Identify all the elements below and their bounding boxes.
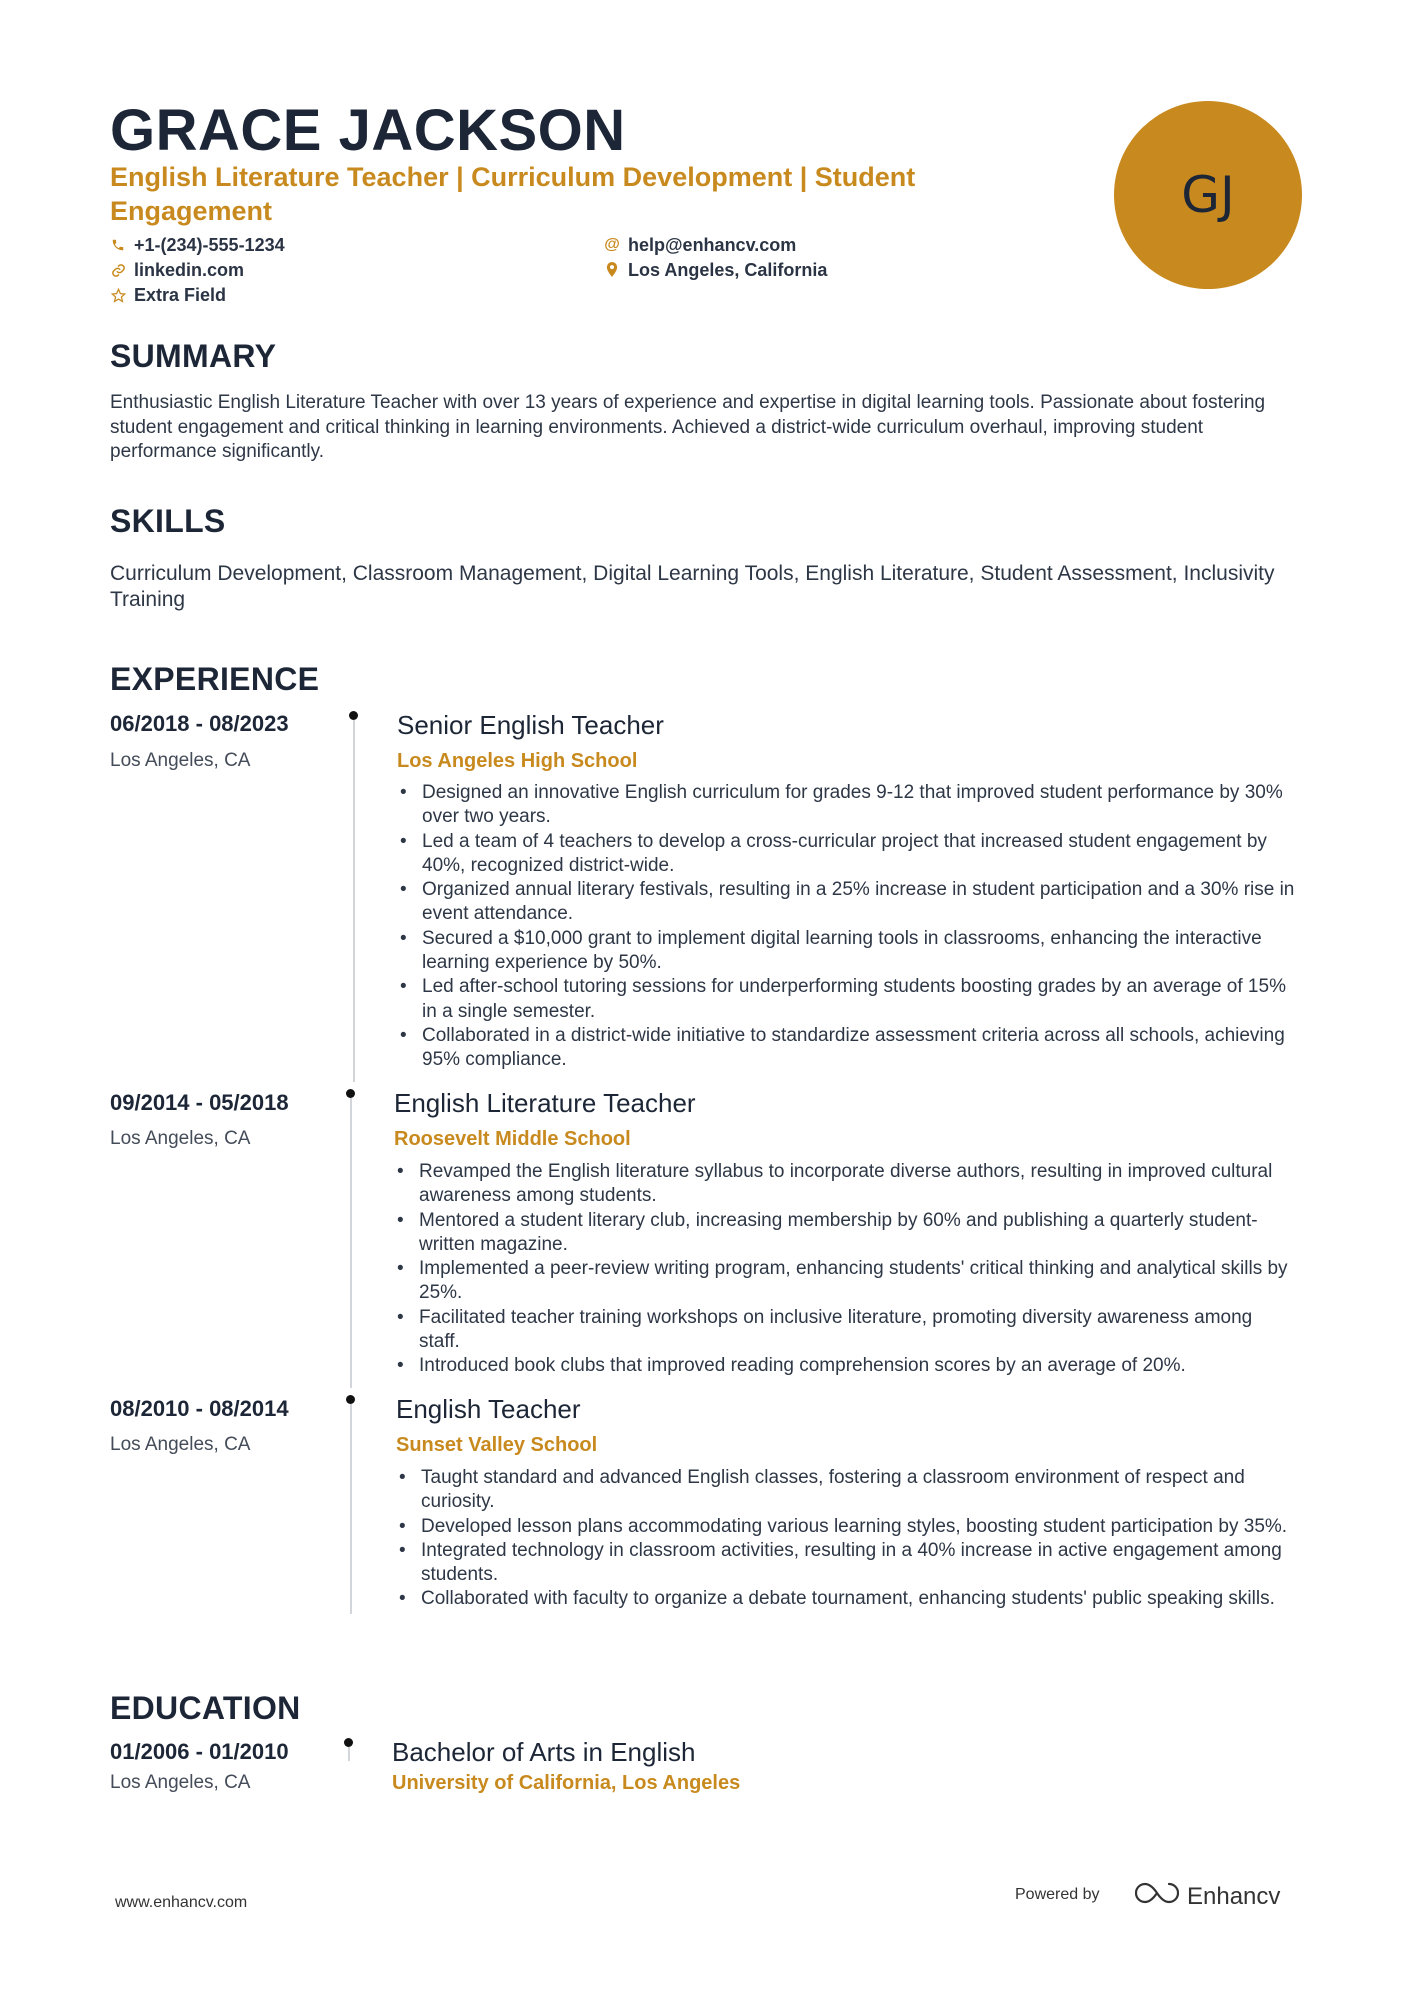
experience-heading: EXPERIENCE (110, 661, 320, 697)
timeline-dot (349, 711, 358, 720)
extra-text: Extra Field (134, 285, 227, 305)
timeline-dot (346, 1089, 355, 1098)
location-text: Los Angeles, California (628, 260, 828, 280)
job-date: 08/2010 - 08/2014 (110, 1396, 289, 1421)
link-icon (110, 262, 126, 278)
list-item: • Implemented a peer-review writing program, enhancing students' critical thinking and analytical skills by 25%. (394, 1257, 1294, 1306)
job-date: 06/2018 - 08/2023 (110, 711, 289, 736)
list-item: • Integrated technology in classroom activities, resulting in a 40% increase in active engagement among students. (396, 1539, 1296, 1588)
summary-heading: SUMMARY (110, 338, 277, 374)
list-item: • Collaborated with faculty to organize a debate tournament, enhancing students' public speaking skills. (396, 1587, 1296, 1611)
skills-text: Curriculum Development, Classroom Management, Digital Learning Tools, English Literature, Student Assessment, Inclusivity Training (110, 562, 1275, 611)
timeline-line (348, 1747, 350, 1761)
phone-text: +1-(234)-555-1234 (134, 235, 285, 255)
summary-text: Enthusiastic English Literature Teacher with over 13 years of experience and expertise in digital learning tools. Passionate about fostering student engagement and critical thinking in learning environments. Achieved a district-wide curriculum overhaul, improving student performance significantly. (110, 392, 1266, 462)
job-role: English Literature Teacher (394, 1088, 696, 1118)
timeline-line (353, 720, 355, 1082)
location-pin-icon (604, 262, 620, 278)
list-item: • Revamped the English literature syllabus to incorporate diverse authors, resulting in improved cultural awareness among students. (394, 1160, 1294, 1209)
list-item: • Led a team of 4 teachers to develop a cross-curricular project that increased student engagement by 40%, recognized district-wide. (397, 830, 1297, 879)
list-item: • Designed an innovative English curriculum for grades 9-12 that improved student performance by 30% over two years. (397, 781, 1297, 830)
list-item: • Introduced book clubs that improved reading comprehension scores by an average of 20%. (394, 1354, 1294, 1378)
list-item: • Developed lesson plans accommodating various learning styles, boosting student participation by 35%. (396, 1515, 1296, 1539)
timeline-line (350, 1098, 352, 1388)
star-icon (110, 287, 126, 303)
contact-email[interactable] (604, 234, 796, 256)
contact-phone (110, 234, 285, 256)
education-degree: Bachelor of Arts in English (392, 1737, 696, 1767)
brand-name: Enhancv (1187, 1882, 1281, 1910)
timeline-line (350, 1404, 352, 1614)
list-item: • Organized annual literary festivals, resulting in a 25% increase in student participation and a 30% rise in event attendance. (397, 878, 1297, 927)
job-location: Los Angeles, CA (110, 1128, 251, 1149)
job-role: English Teacher (396, 1394, 581, 1424)
job-location: Los Angeles, CA (110, 750, 251, 771)
infinity-logo-icon (1135, 1880, 1179, 1913)
job-bullets (394, 1160, 1294, 1379)
job-date: 09/2014 - 05/2018 (110, 1090, 289, 1115)
footer-website[interactable]: www.enhancv.com (115, 1894, 248, 1911)
timeline-dot (344, 1738, 353, 1747)
list-item: • Facilitated teacher training workshops on inclusive literature, promoting diversity awareness among staff. (394, 1306, 1294, 1355)
list-item: • Collaborated in a district-wide initiative to standardize assessment criteria across all schools, achieving 95% compliance. (397, 1024, 1297, 1073)
education-location: Los Angeles, CA (110, 1772, 251, 1793)
contact-extra (110, 284, 226, 306)
email-text: help@enhancv.com (628, 235, 797, 255)
job-bullets (397, 781, 1297, 1073)
education-heading: EDUCATION (110, 1690, 301, 1726)
candidate-headline: English Literature Teacher | Curriculum Development | Student Engagement (110, 162, 916, 226)
powered-by-label: Powered by (1015, 1886, 1100, 1903)
list-item: • Secured a $10,000 grant to implement digital learning tools in classrooms, enhancing the interactive learning experience by 50%. (397, 927, 1297, 976)
timeline-dot (346, 1395, 355, 1404)
brand-logo[interactable] (1135, 1880, 1280, 1913)
contact-linkedin[interactable] (110, 259, 244, 281)
education-date: 01/2006 - 01/2010 (110, 1739, 289, 1764)
job-role: Senior English Teacher (397, 710, 664, 740)
phone-icon (110, 237, 126, 253)
skills-heading: SKILLS (110, 503, 226, 539)
linkedin-text: linkedin.com (134, 260, 245, 280)
education-school: University of California, Los Angeles (392, 1772, 741, 1794)
at-icon: @ (604, 236, 620, 253)
list-item: • Taught standard and advanced English classes, fostering a classroom environment of respect and curiosity. (396, 1466, 1296, 1515)
candidate-name: GRACE JACKSON (110, 98, 626, 163)
contact-location (604, 259, 827, 281)
list-item: • Led after-school tutoring sessions for underperforming students boosting grades by an average of 15% in a single semester. (397, 975, 1297, 1024)
job-bullets (396, 1466, 1296, 1612)
list-item: • Mentored a student literary club, increasing membership by 60% and publishing a quarterly student-written magazine. (394, 1209, 1294, 1258)
resume-page (110, 0, 1310, 1995)
job-organization: Roosevelt Middle School (394, 1128, 631, 1150)
job-organization: Sunset Valley School (396, 1434, 598, 1456)
job-organization: Los Angeles High School (397, 750, 638, 772)
avatar: GJ (1114, 101, 1302, 289)
job-location: Los Angeles, CA (110, 1434, 251, 1455)
